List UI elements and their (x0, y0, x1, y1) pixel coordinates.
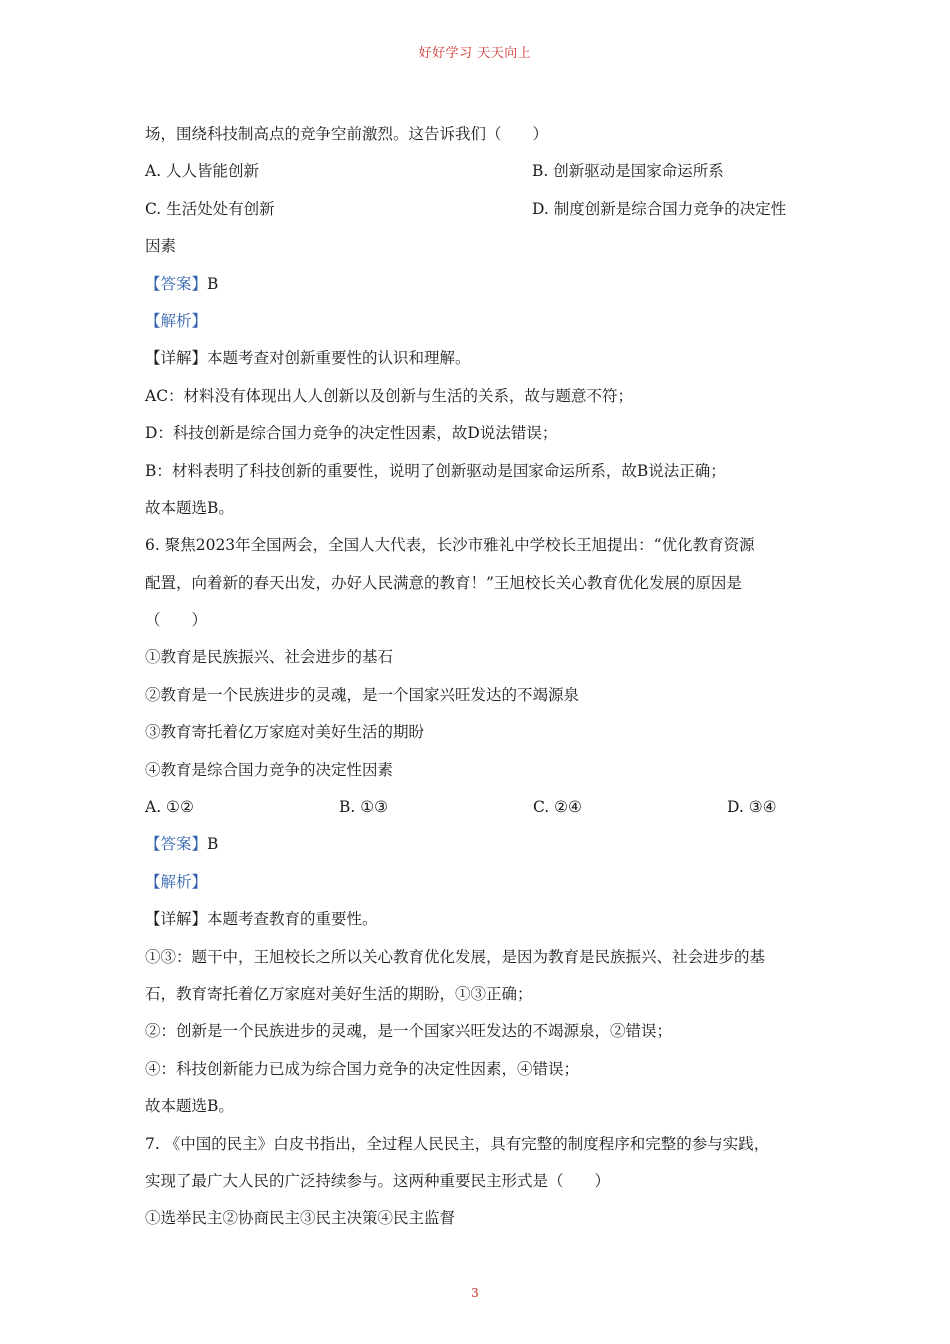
q6-item-4: ④教育是综合国力竞争的决定性因素 (145, 760, 394, 779)
q6-line-3: ②：创新是一个民族进步的灵魂，是一个国家兴旺发达的不竭源泉，②错误； (145, 1022, 673, 1041)
page-number: 3 (471, 1286, 479, 1300)
q6-line-2: 石，教育寄托着亿万家庭对美好生活的期盼，①③正确； (145, 984, 533, 1003)
q5-option-d: D. 制度创新是综合国力竞争的决定性 (532, 199, 787, 218)
analysis-tag: 【解析】 (145, 311, 208, 330)
q5-option-b: B. 创新驱动是国家命运所系 (532, 162, 724, 181)
q6-line-4: ④：科技创新能力已成为综合国力竞争的决定性因素，④错误； (145, 1059, 580, 1078)
q5-detail: 【详解】本题考查对创新重要性的认识和理解。 (145, 349, 471, 368)
q5-options-row-1 (145, 153, 825, 190)
q7-stem-2: 实现了最广大人民的广泛持续参与。这两种重要民主形式是（ ） (145, 1171, 611, 1190)
q6-stem-2: 配置，向着新的春天出发，办好人民满意的教育！”王旭校长关心教育优化发展的原因是 (145, 573, 742, 592)
q6-line-5: 故本题选B。 (145, 1097, 234, 1116)
page-header: 好好学习 天天向上 (418, 46, 532, 61)
q5-analysis-tag (145, 303, 825, 340)
answer-value: B (207, 274, 219, 293)
q5-option-c: C. 生活处处有创新 (145, 199, 275, 218)
q5-line-3: B：材料表明了科技创新的重要性，说明了创新驱动是国家命运所系，故B说法正确； (145, 461, 726, 480)
document-body (145, 116, 825, 1238)
q6-line-1: ①③：题干中，王旭校长之所以关心教育优化发展，是因为教育是民族振兴、社会进步的基 (145, 947, 766, 966)
q5-line-4: 故本题选B。 (145, 498, 234, 517)
q6-detail: 【详解】本题考查教育的重要性。 (145, 910, 378, 929)
q6-option-b: B. ①③ (339, 798, 389, 817)
q5-options-row-2 (145, 191, 825, 228)
q5-line-1: AC：材料没有体现出人人创新以及创新与生活的关系，故与题意不符； (145, 386, 634, 405)
q6-item-1: ①教育是民族振兴、社会进步的基石 (145, 648, 394, 667)
answer-value: B (207, 835, 219, 854)
q6-analysis-tag (145, 864, 825, 901)
q6-stem-1: 6. 聚焦2023年全国两会，全国人大代表，长沙市雅礼中学校长王旭提出：“优化教育资源 (145, 536, 755, 555)
q5-line-2: D：科技创新是综合国力竞争的决定性因素，故D说法错误； (145, 424, 558, 443)
q6-item-3: ③教育寄托着亿万家庭对美好生活的期盼 (145, 723, 425, 742)
q6-option-a: A. ①② (145, 798, 194, 817)
q5-stem-tail: 场，围绕科技制高点的竞争空前激烈。这告诉我们（ ） (145, 125, 549, 143)
q6-option-c: C. ②④ (533, 798, 582, 817)
q7-stem-1: 7. 《中国的民主》白皮书指出，全过程人民民主，具有完整的制度程序和完整的参与实践， (145, 1134, 770, 1153)
answer-tag: 【答案】 (145, 835, 208, 854)
q5-answer (145, 266, 825, 303)
q5-option-a: A. 人人皆能创新 (145, 162, 260, 181)
q6-options-row (145, 789, 825, 826)
q7-items: ①选举民主②协商民主③民主决策④民主监督 (145, 1209, 456, 1228)
q6-stem-3: （ ） (145, 611, 208, 630)
q6-answer (145, 826, 825, 863)
answer-tag: 【答案】 (145, 274, 208, 293)
q5-option-d-wrap: 因素 (145, 237, 177, 256)
q6-option-d: D. ③④ (727, 798, 777, 817)
analysis-tag: 【解析】 (145, 872, 208, 891)
q6-item-2: ②教育是一个民族进步的灵魂，是一个国家兴旺发达的不竭源泉 (145, 685, 580, 704)
